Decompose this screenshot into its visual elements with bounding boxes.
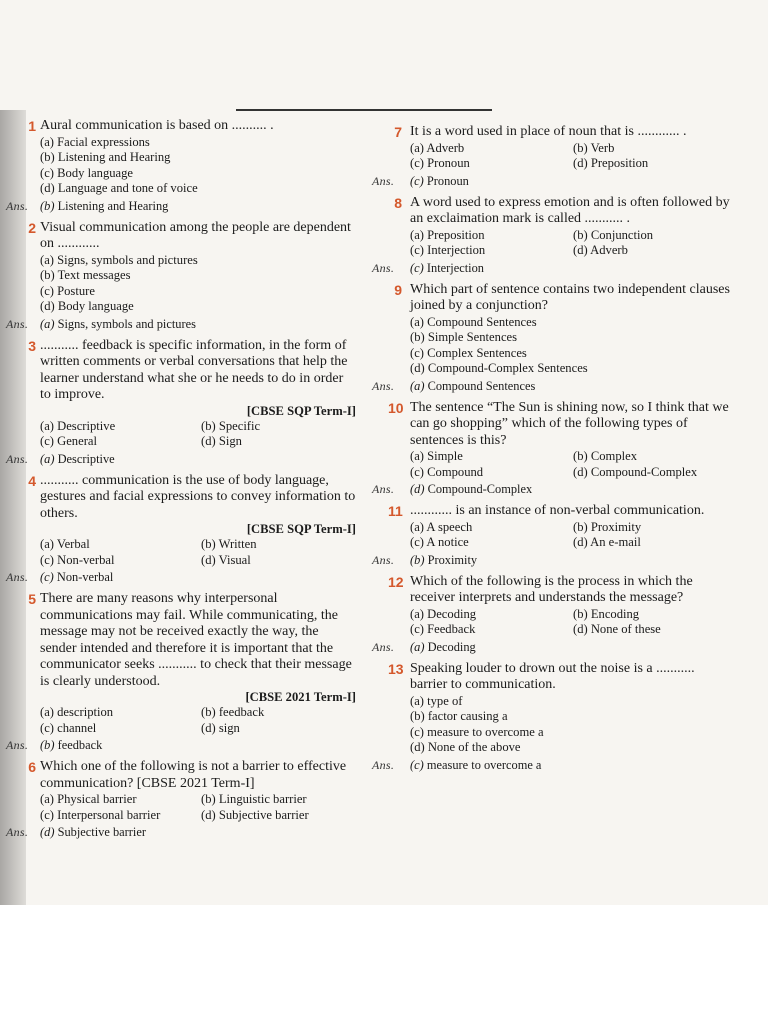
question-block [6, 337, 356, 467]
options-list [410, 694, 730, 756]
option-item: (c) General [40, 434, 97, 448]
answer-text: Listening and Hearing [57, 198, 169, 213]
option-item: (c) measure to overcome a [410, 724, 544, 739]
answer-line [372, 757, 730, 773]
options-list [410, 449, 730, 480]
options-list [40, 135, 356, 197]
option-item: (c) A notice [410, 535, 469, 549]
question-block [372, 660, 730, 773]
answer-letter: (d) [40, 825, 55, 839]
option-item: (a) description [40, 705, 114, 719]
option-item: (a) A speech [410, 519, 473, 534]
answer-label: Ans. [372, 260, 395, 275]
question-block [372, 573, 730, 655]
question-block [372, 281, 730, 394]
option-item: (a) Physical barrier [40, 792, 137, 806]
answer-line [372, 173, 730, 189]
option-item: (c) Feedback [410, 622, 476, 636]
question-block [6, 472, 356, 586]
option-item: (b) Encoding [573, 606, 640, 621]
answer-line [372, 552, 730, 568]
question-block [372, 399, 730, 498]
question-number: 13 [388, 660, 404, 677]
answer-line [372, 378, 730, 394]
question-source: [CBSE SQP Term-I] [246, 403, 356, 418]
answer-line [6, 569, 356, 585]
option-item: (d) Language and tone of voice [40, 181, 198, 195]
option-item: (b) factor causing a [410, 709, 508, 723]
option-item: (d) Subjective barrier [201, 807, 309, 822]
answer-letter: (c) [40, 570, 54, 584]
question-text: ........... communication is the use of body language, gestures and facial expressions to convey information to others. [40, 472, 356, 521]
option-item: (a) Descriptive [40, 418, 116, 433]
question-block [6, 118, 356, 214]
question-text: A word used to express emotion and is often followed by an exclaimation mark is called ........... . [410, 194, 730, 226]
answer-text: feedback [57, 738, 103, 752]
answer-line [6, 737, 356, 753]
option-item: (c) Interjection [410, 243, 486, 257]
answer-letter: (a) [410, 639, 425, 654]
question-text: Which of the following is the process in which the receiver interprets and understands the message? [410, 573, 693, 605]
answer-line [372, 481, 730, 497]
answer-text: Proximity [427, 552, 478, 567]
question-text: Which one of the following is not a barrier to effective communication? [CBSE 2021 Term-I] [40, 759, 347, 791]
option-item: (d) Compound-Complex [573, 464, 698, 479]
option-item: (c) Interpersonal barrier [40, 807, 161, 822]
question-text: Visual communication among the people are dependent on ............ [40, 219, 351, 251]
option-item: (b) Written [201, 537, 257, 551]
options-list [40, 792, 356, 823]
question-number: 10 [388, 399, 404, 416]
option-item: (b) Linguistic barrier [201, 792, 307, 806]
options-list [410, 607, 730, 638]
answer-text: Compound Sentences [427, 378, 536, 393]
question-number: 5 [28, 591, 36, 607]
option-item: (b) Listening and Hearing [40, 150, 171, 164]
option-item: (a) Simple [410, 449, 463, 463]
options-list [410, 141, 730, 172]
answer-label: Ans. [372, 757, 395, 772]
question-text: Speaking louder to drown out the noise is a ........... barrier to communication. [410, 660, 695, 692]
question-source: [CBSE 2021 Term-I] [245, 690, 356, 704]
answer-text: Non-verbal [56, 570, 114, 584]
options-list [40, 253, 356, 315]
option-item: (a) type of [410, 693, 463, 708]
answer-line [372, 260, 730, 276]
answer-letter: (c) [410, 757, 424, 772]
option-item: (a) Preposition [410, 227, 485, 242]
right-column [372, 124, 730, 779]
option-item: (c) Pronoun [410, 156, 470, 170]
answer-text: Interjection [426, 260, 484, 275]
option-item: (d) Preposition [573, 156, 649, 170]
answer-line [6, 451, 356, 467]
option-item: (a) Facial expressions [40, 134, 150, 149]
option-item: (d) None of the above [410, 740, 521, 754]
question-block [6, 591, 356, 753]
option-item: (a) Decoding [410, 606, 477, 621]
question-number: 11 [388, 503, 403, 519]
question-text: Which part of sentence contains two independent clauses joined by a conjunction? [410, 281, 730, 313]
option-item: (d) An e-mail [573, 535, 641, 549]
question-number: 8 [394, 194, 402, 211]
question-text: There are many reasons why interpersonal communications may fail. While communicating, the message may not be received exactly the way, the sender intended and therefore it is important that the communicator seeks ........... to check that their message is clearly understood. [40, 591, 352, 689]
answer-label: Ans. [372, 173, 395, 188]
question-text: ........... feedback is specific information, in the form of written comments or verbal conversations that help the learner understand what she or he needs to do in order to improve. [40, 337, 348, 402]
option-item: (d) None of these [573, 622, 661, 636]
page-bottom-margin [0, 905, 768, 1024]
answer-text: Pronoun [426, 173, 469, 188]
question-text: Aural communication is based on .......... . [40, 118, 274, 133]
question-block [372, 194, 730, 276]
option-item: (a) Verbal [40, 537, 90, 551]
options-list [410, 315, 730, 377]
header-rule [236, 109, 492, 111]
answer-label: Ans. [6, 570, 29, 584]
question-block [6, 219, 356, 332]
answer-label: Ans. [372, 482, 395, 496]
option-item: (c) Posture [40, 283, 95, 298]
options-list [40, 419, 356, 450]
answer-letter: (a) [410, 378, 425, 393]
answer-label: Ans. [6, 738, 29, 752]
option-item: (b) feedback [201, 705, 265, 719]
option-item: (a) Adverb [410, 140, 465, 155]
answer-label: Ans. [372, 639, 395, 654]
answer-label: Ans. [6, 198, 29, 213]
option-item: (b) Simple Sentences [410, 330, 518, 344]
question-block [6, 759, 356, 840]
option-item: (d) Sign [201, 434, 242, 448]
answer-letter: (a) [40, 451, 55, 466]
question-number: 3 [28, 337, 36, 354]
question-text: ............ is an instance of non-verbal communication. [410, 503, 705, 518]
option-item: (d) Compound-Complex Sentences [410, 361, 588, 375]
option-item: (a) Signs, symbols and pictures [40, 252, 198, 267]
question-number: 6 [28, 759, 36, 775]
answer-line [6, 824, 356, 840]
question-number: 4 [28, 472, 36, 489]
answer-label: Ans. [6, 316, 29, 331]
answer-label: Ans. [6, 825, 29, 839]
option-item: (d) Adverb [573, 243, 628, 257]
option-item: (c) Compound [410, 464, 484, 479]
answer-line [6, 316, 356, 332]
options-list [40, 537, 356, 568]
answer-letter: (d) [410, 482, 425, 496]
answer-label: Ans. [6, 451, 29, 466]
question-source: [CBSE SQP Term-I] [246, 522, 356, 536]
option-item: (c) Complex Sentences [410, 345, 527, 360]
options-list [410, 520, 730, 551]
options-list [40, 705, 356, 736]
question-block [372, 124, 730, 189]
question-number: 1 [28, 118, 36, 134]
question-number: 2 [28, 219, 36, 236]
answer-letter: (c) [410, 260, 424, 275]
question-text: It is a word used in place of noun that is ............ . [410, 124, 687, 139]
option-item: (b) Specific [201, 418, 261, 433]
answer-line [6, 198, 356, 214]
question-block [372, 503, 730, 568]
answer-letter: (b) [40, 738, 55, 752]
answer-text: Subjective barrier [57, 825, 146, 839]
option-item: (d) Body language [40, 299, 134, 313]
left-column [6, 118, 356, 846]
option-item: (b) Complex [573, 449, 638, 463]
option-item: (d) sign [201, 720, 240, 735]
option-item: (b) Conjunction [573, 227, 654, 242]
option-item: (b) Verb [573, 140, 615, 155]
answer-text: Signs, symbols and pictures [57, 316, 196, 331]
question-number: 7 [394, 124, 402, 140]
option-item: (b) Proximity [573, 519, 642, 534]
option-item: (b) Text messages [40, 268, 131, 282]
options-list [410, 228, 730, 259]
answer-letter: (c) [410, 173, 424, 188]
answer-text: Decoding [427, 639, 476, 654]
answer-label: Ans. [372, 552, 395, 567]
answer-text: Compound-Complex [427, 482, 533, 496]
option-item: (d) Visual [201, 552, 251, 567]
answer-label: Ans. [372, 378, 395, 393]
option-item: (c) Non-verbal [40, 552, 115, 567]
question-text: The sentence “The Sun is shining now, so I think that we can go shopping” which of the following types of sentences is this? [410, 399, 729, 448]
question-number: 9 [394, 281, 402, 298]
answer-letter: (a) [40, 316, 55, 331]
option-item: (c) Body language [40, 165, 134, 180]
answer-text: measure to overcome a [426, 757, 542, 772]
answer-letter: (b) [40, 198, 55, 213]
answer-text: Descriptive [57, 451, 115, 466]
question-number: 12 [388, 573, 404, 590]
answer-letter: (b) [410, 552, 425, 567]
answer-line [372, 639, 730, 655]
option-item: (a) Compound Sentences [410, 314, 537, 329]
option-item: (c) channel [40, 720, 97, 735]
